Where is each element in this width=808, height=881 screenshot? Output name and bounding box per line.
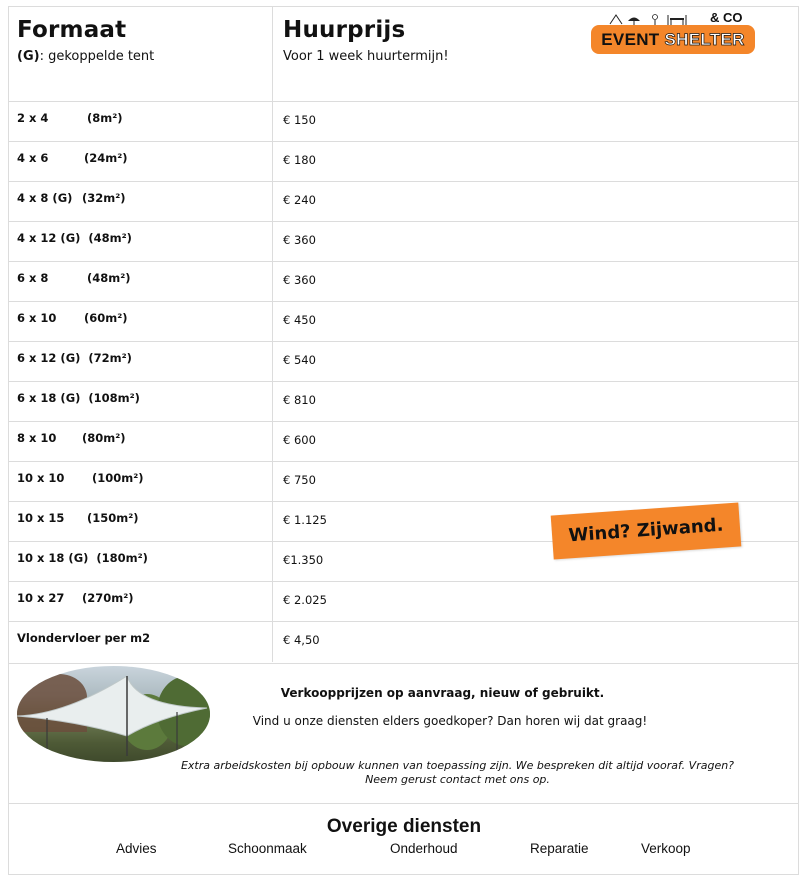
price-label: €1.350 (283, 553, 324, 567)
table-row (9, 621, 799, 661)
section-divider (9, 803, 799, 804)
table-row (9, 261, 799, 301)
area-label: (150m²) (87, 511, 139, 525)
size-label: 10 x 15 (17, 511, 65, 525)
price-label: € 1.125 (283, 513, 327, 527)
area-label: (48m²) (87, 271, 131, 285)
table-row (9, 341, 799, 381)
price-label: € 600 (283, 433, 316, 447)
logo-badge (591, 25, 755, 54)
price-label: € 360 (283, 233, 316, 247)
price-label: € 150 (283, 113, 316, 127)
size-cell (9, 342, 273, 382)
logo-word-shelter: SHELTER (664, 30, 745, 49)
size-cell (9, 262, 273, 302)
table-row (9, 141, 799, 181)
wind-zijwand-badge: Wind? Zijwand. (551, 502, 742, 559)
area-label: (108m²) (88, 391, 140, 405)
size-label: 6 x 8 (17, 271, 49, 285)
arbeidskosten-line1: Extra arbeidskosten bij opbouw kunnen van toepassing zijn. We bespreken dit altijd vooraf. Vragen? (180, 759, 735, 772)
logo-word-event: EVENT (601, 30, 660, 49)
size-cell (9, 622, 273, 662)
size-cell (9, 542, 273, 582)
size-label: 6 x 18 (G) (17, 391, 81, 405)
area-label: (270m²) (82, 591, 134, 605)
size-label: 6 x 12 (G) (17, 351, 81, 365)
area-label: (180m²) (96, 551, 148, 565)
size-label: 10 x 18 (G) (17, 551, 89, 565)
event-shelter-logo (590, 10, 758, 56)
gekoppeld-label: : gekoppelde tent (39, 49, 155, 64)
size-label: 4 x 12 (G) (17, 231, 81, 245)
size-label: 10 x 10 (17, 471, 65, 485)
price-label: € 750 (283, 473, 316, 487)
arbeidskosten-line2: Neem gerust contact met ons op. (365, 773, 550, 786)
area-label: (80m²) (82, 431, 126, 445)
table-row (9, 301, 799, 341)
huurprijs-title: Huurprijs (283, 17, 406, 43)
table-row (9, 421, 799, 461)
price-label: € 4,50 (283, 633, 320, 647)
size-cell (9, 582, 273, 622)
size-label: 6 x 10 (17, 311, 57, 325)
price-label: € 810 (283, 393, 316, 407)
size-cell (9, 502, 273, 542)
area-label: (100m²) (92, 471, 144, 485)
size-label: 4 x 8 (G) (17, 191, 73, 205)
price-label: € 540 (283, 353, 316, 367)
gekoppeld-marker: (G) (17, 49, 40, 64)
table-row (9, 221, 799, 261)
table-row (9, 101, 799, 141)
logo-co: & CO (710, 10, 743, 25)
price-label: € 450 (283, 313, 316, 327)
price-label: € 180 (283, 153, 316, 167)
size-cell (9, 102, 273, 142)
size-label: 4 x 6 (17, 151, 49, 165)
size-label: 8 x 10 (17, 431, 57, 445)
table-bottom-line (9, 663, 799, 664)
size-label: 2 x 4 (17, 111, 49, 125)
area-label: (48m²) (88, 231, 132, 245)
size-cell (9, 302, 273, 342)
overige-diensten-title: Overige diensten (326, 816, 482, 837)
goedkoper-note: Vind u onze diensten elders goedkoper? Dan horen wij dat graag! (252, 714, 648, 728)
size-label: Vlondervloer per m2 (17, 631, 151, 645)
size-cell (9, 462, 273, 502)
huurprijs-subtitle: Voor 1 week huurtermijn! (283, 49, 449, 64)
formaat-subtitle (17, 49, 154, 64)
service-onderhoud: Onderhoud (390, 841, 458, 856)
formaat-title: Formaat (17, 17, 127, 43)
size-cell (9, 422, 273, 462)
service-reparatie: Reparatie (530, 841, 589, 856)
service-verkoop: Verkoop (641, 841, 691, 856)
service-schoonmaak: Schoonmaak (228, 841, 307, 856)
size-cell (9, 142, 273, 182)
tent-chair-icons (608, 12, 708, 26)
header-formaat (9, 7, 273, 101)
price-label: € 2.025 (283, 593, 327, 607)
arbeidskosten-note (175, 759, 740, 787)
price-label: € 240 (283, 193, 316, 207)
size-cell (9, 222, 273, 262)
area-label: (32m²) (82, 191, 126, 205)
area-label: (8m²) (87, 111, 123, 125)
service-advies: Advies (116, 841, 157, 856)
area-label: (60m²) (84, 311, 128, 325)
table-row (9, 381, 799, 421)
area-label: (24m²) (84, 151, 128, 165)
table-row (9, 181, 799, 221)
price-label: € 360 (283, 273, 316, 287)
price-rows (9, 101, 799, 661)
area-label: (72m²) (88, 351, 132, 365)
table-row (9, 461, 799, 501)
size-label: 10 x 27 (17, 591, 65, 605)
size-cell (9, 182, 273, 222)
verkoop-note: Verkoopprijzen op aanvraag, nieuw of gebruikt. (280, 686, 605, 700)
table-row (9, 581, 799, 621)
size-cell (9, 382, 273, 422)
